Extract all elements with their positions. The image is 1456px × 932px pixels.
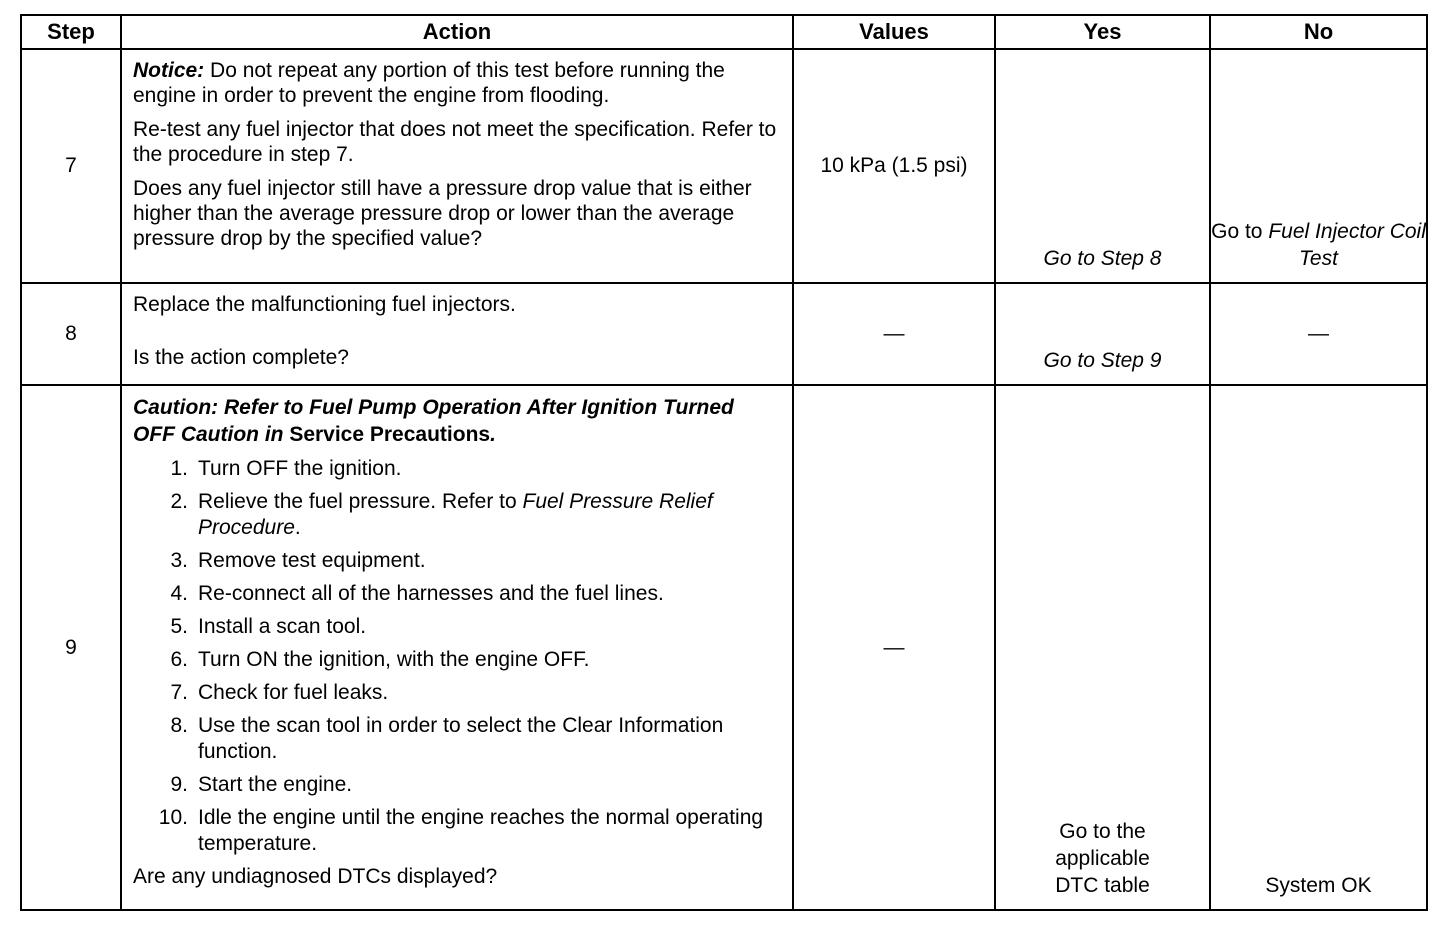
action-cell — [121, 385, 793, 910]
question-text: Are any undiagnosed DTCs displayed? — [133, 865, 498, 888]
yes-cell — [995, 385, 1210, 910]
diagnostic-table — [20, 14, 1428, 911]
list-item: 9. Start the engine. — [170, 773, 353, 796]
list-item: 10. Idle the engine until the engine reaches the normal operating temperature. — [158, 806, 764, 855]
yes-line-3: DTC table — [1055, 874, 1150, 897]
caution-paragraph — [133, 394, 780, 448]
list-item: 5. Install a scan tool. — [170, 615, 367, 638]
procedure-list — [133, 456, 780, 857]
no-link: Fuel Injector Coil Test — [1268, 220, 1426, 270]
yes-line-1: Go to the — [1059, 820, 1146, 843]
header-row — [21, 15, 1427, 49]
question-text: Is the action complete? — [133, 346, 349, 369]
list-item: 1. Turn OFF the ignition. — [170, 457, 402, 480]
no-prefix: Go to — [1211, 220, 1269, 243]
action-cell — [121, 49, 793, 283]
table-row-step-8 — [21, 283, 1427, 385]
list-item: 7. Check for fuel leaks. — [170, 681, 389, 704]
yes-line-2: applicable — [1055, 847, 1150, 870]
header-step: Step — [21, 15, 121, 49]
header-values: Values — [793, 15, 995, 49]
value-cell: — — [793, 283, 995, 385]
value-cell: 10 kPa (1.5 psi) — [793, 49, 995, 283]
step-number: 9 — [21, 385, 121, 910]
step-number: 7 — [21, 49, 121, 283]
header-action: Action — [121, 15, 793, 49]
list-item: 3. Remove test equipment. — [170, 549, 426, 572]
notice-label: Notice: — [133, 59, 205, 82]
header-no: No — [1210, 15, 1427, 49]
action-text: Replace the malfunctioning fuel injectors. — [133, 293, 516, 316]
table-row-step-9 — [21, 385, 1427, 910]
list-item: 4. Re-connect all of the harnesses and the fuel lines. — [170, 582, 664, 605]
list-item: 6. Turn ON the ignition, with the engine OFF. — [170, 648, 590, 671]
table-row-step-7 — [21, 49, 1427, 283]
caution-ref: Service Precautions — [289, 423, 491, 446]
no-cell: System OK — [1210, 385, 1427, 910]
caution-text: Caution: Refer to Fuel Pump Operation After Ignition Turned OFF Caution in — [133, 396, 734, 446]
question-text: Does any fuel injector still have a pressure drop value that is either higher than the average pressure drop or lower than the average pressure drop by the specified value? — [133, 177, 752, 250]
retest-instruction: Re-test any fuel injector that does not meet the specification. Refer to the procedure in step 7. — [133, 118, 777, 166]
no-cell: — — [1210, 283, 1427, 385]
notice-paragraph — [133, 58, 780, 108]
list-item: 2. Relieve the fuel pressure. Refer to Fuel Pressure Relief Procedure. — [170, 490, 713, 539]
list-item: 8. Use the scan tool in order to select the Clear Information function. — [170, 714, 724, 763]
yes-cell: Go to Step 8 — [995, 49, 1210, 283]
action-cell — [121, 283, 793, 385]
value-cell: — — [793, 385, 995, 910]
yes-cell: Go to Step 9 — [995, 283, 1210, 385]
fuel-pressure-relief-ref: Fuel Pressure Relief Procedure — [198, 490, 713, 539]
no-cell — [1210, 49, 1427, 283]
caution-end: . — [490, 423, 496, 446]
header-yes: Yes — [995, 15, 1210, 49]
notice-text: Do not repeat any portion of this test before running the engine in order to prevent the engine from flooding. — [133, 59, 725, 107]
step-number: 8 — [21, 283, 121, 385]
